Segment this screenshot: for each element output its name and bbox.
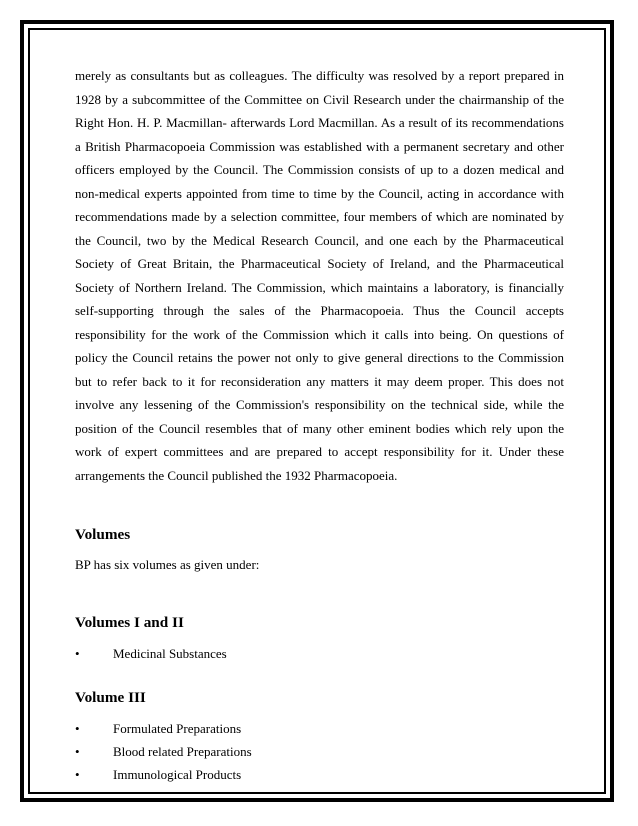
list-item xyxy=(75,763,564,786)
list-item xyxy=(75,717,564,740)
list-item xyxy=(75,740,564,763)
bullet-icon: • xyxy=(75,767,80,782)
volume-3-heading: Volume III xyxy=(75,689,146,706)
list-item-text: Blood related Preparations xyxy=(113,744,252,759)
list-item-text: Medicinal Substances xyxy=(113,646,227,661)
bullet-icon: • xyxy=(75,744,80,759)
volumes-1-2-list xyxy=(75,642,564,665)
volumes-1-2-heading: Volumes I and II xyxy=(75,614,184,631)
list-item xyxy=(75,642,564,665)
volumes-intro: BP has six volumes as given under: xyxy=(75,557,260,572)
list-item-text: Formulated Preparations xyxy=(113,721,242,736)
bullet-icon: • xyxy=(75,646,80,661)
bullet-icon: • xyxy=(75,721,80,736)
volume-3-list xyxy=(75,717,564,786)
volumes-heading: Volumes xyxy=(75,526,131,543)
page-content xyxy=(75,64,564,786)
body-paragraph: merely as consultants but as colleagues. The difficulty was resolved by a report prepared in 1928 by a subcommittee of the Committee on Civil Research under the chairmanship of the Right Hon. H. P. Macmillan- afterwards Lord Macmillan. As a result of its recommendations a British Pharmacopoeia Commission was established with a permanent secretary and other officers employed by the Council. The Commission consists of up to a dozen medical and non-medical experts appointed from time to time by the Council, acting in accordance with recommendations made by a selection committee, four members of which are nominated by the Council, two by the Medical Research Council, and one each by the Pharmaceutical Society of Great Britain, the Pharmaceutical Society of Ireland, and the Pharmaceutical Society of Northern Ireland. The Commission, which maintains a laboratory, is financially self-supporting through the sales of the Pharmacopoeia. Thus the Council accepts responsibility for the work of the Commission which it calls into being. On questions of policy the Council retains the power not only to give general directions to the Commission but to refer back to it for reconsideration any matters it may deem proper. This does not involve any lessening of the Commission's responsibility on the technical side, while the position of the Council resembles that of many other eminent bodies which rely upon the work of expert committees and are prepared to accept responsibility for it. Under these arrangements the Council published the 1932 Pharmacopoeia. xyxy=(75,68,564,483)
list-item-text: Immunological Products xyxy=(113,767,242,782)
